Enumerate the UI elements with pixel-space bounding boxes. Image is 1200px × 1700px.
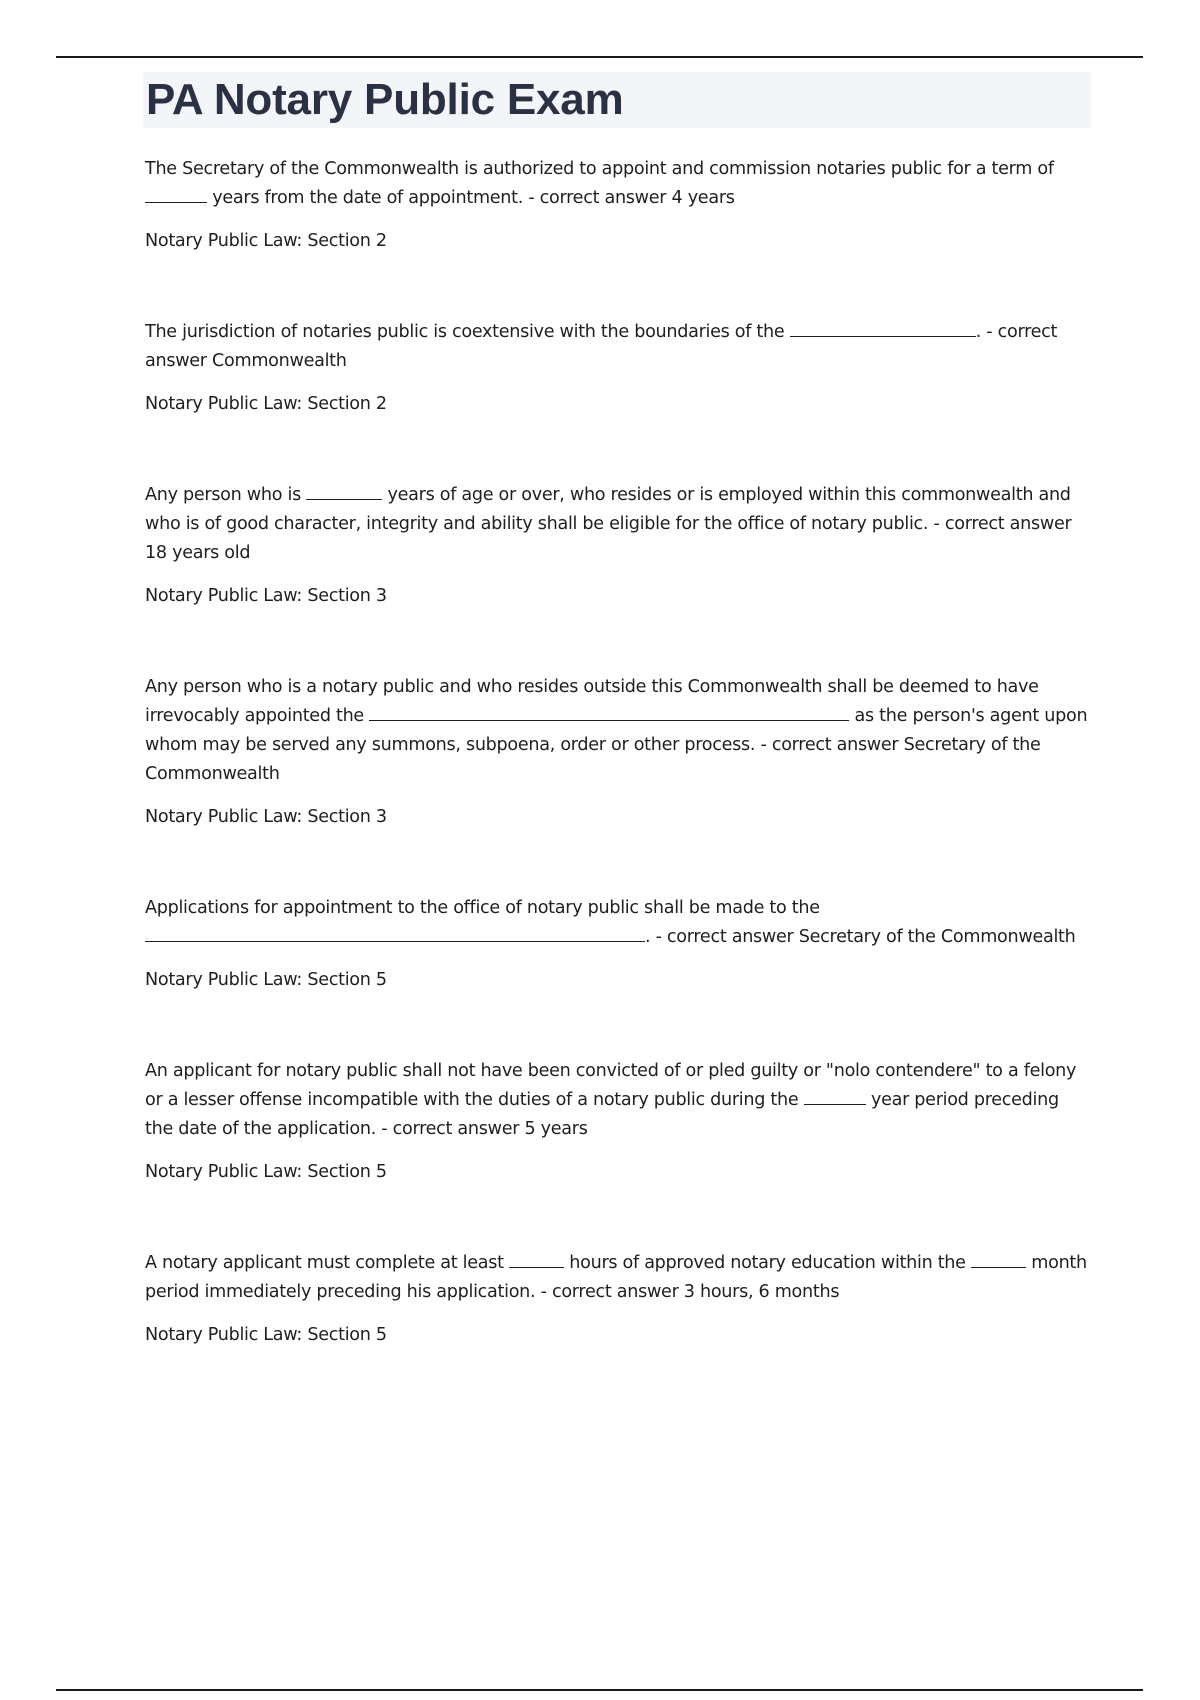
law-reference: Notary Public Law: Section 5 <box>145 970 387 990</box>
question-item <box>145 318 1091 419</box>
page-title: PA Notary Public Exam <box>146 75 624 124</box>
answer-blank <box>804 1089 866 1105</box>
question-text: A notary applicant must complete at least hours of approved notary education within the month period immediately preceding his application. - correct answer 3 hours, 6 months <box>145 1253 1087 1302</box>
question-item <box>145 1249 1091 1350</box>
law-reference: Notary Public Law: Section 5 <box>145 1325 387 1345</box>
question-list <box>145 155 1091 1412</box>
law-reference: Notary Public Law: Section 5 <box>145 1162 387 1182</box>
question-text: Any person who is years of age or over, who resides or is employed within this commonwealth and who is of good character, integrity and ability shall be eligible for the office of notary public. - correct answer 18 years old <box>145 485 1072 563</box>
answer-blank <box>369 705 849 721</box>
law-reference: Notary Public Law: Section 3 <box>145 586 387 606</box>
answer-blank <box>306 484 382 500</box>
question-text: An applicant for notary public shall not have been convicted of or pled guilty or "nolo contendere" to a felony or a lesser offense incompatible with the duties of a notary public during the year period preceding the date of the application. - correct answer 5 years <box>145 1061 1077 1139</box>
answer-blank <box>790 321 976 337</box>
question-item <box>145 1057 1091 1187</box>
law-reference: Notary Public Law: Section 3 <box>145 807 387 827</box>
question-item <box>145 894 1091 995</box>
question-text: The Secretary of the Commonwealth is authorized to appoint and commission notaries public for a term of years from the date of appointment. - correct answer 4 years <box>145 159 1054 208</box>
question-text: Applications for appointment to the office of notary public shall be made to the . - correct answer Secretary of the Commonwealth <box>145 898 1076 947</box>
question-text: Any person who is a notary public and who resides outside this Commonwealth shall be deemed to have irrevocably appointed the as the person's agent upon whom may be served any summons, subpoena, order or other process. - correct answer Secretary of the Commonwealth <box>145 677 1088 784</box>
top-rule <box>56 56 1143 58</box>
law-reference: Notary Public Law: Section 2 <box>145 231 387 251</box>
bottom-rule <box>56 1689 1143 1691</box>
answer-blank <box>145 187 207 203</box>
answer-blank <box>509 1252 564 1268</box>
question-text: The jurisdiction of notaries public is coextensive with the boundaries of the . - correct answer Commonwealth <box>145 322 1058 371</box>
question-item <box>145 673 1091 832</box>
answer-blank <box>971 1252 1026 1268</box>
question-item <box>145 481 1091 611</box>
question-item <box>145 155 1091 256</box>
law-reference: Notary Public Law: Section 2 <box>145 394 387 414</box>
answer-blank <box>145 926 645 942</box>
